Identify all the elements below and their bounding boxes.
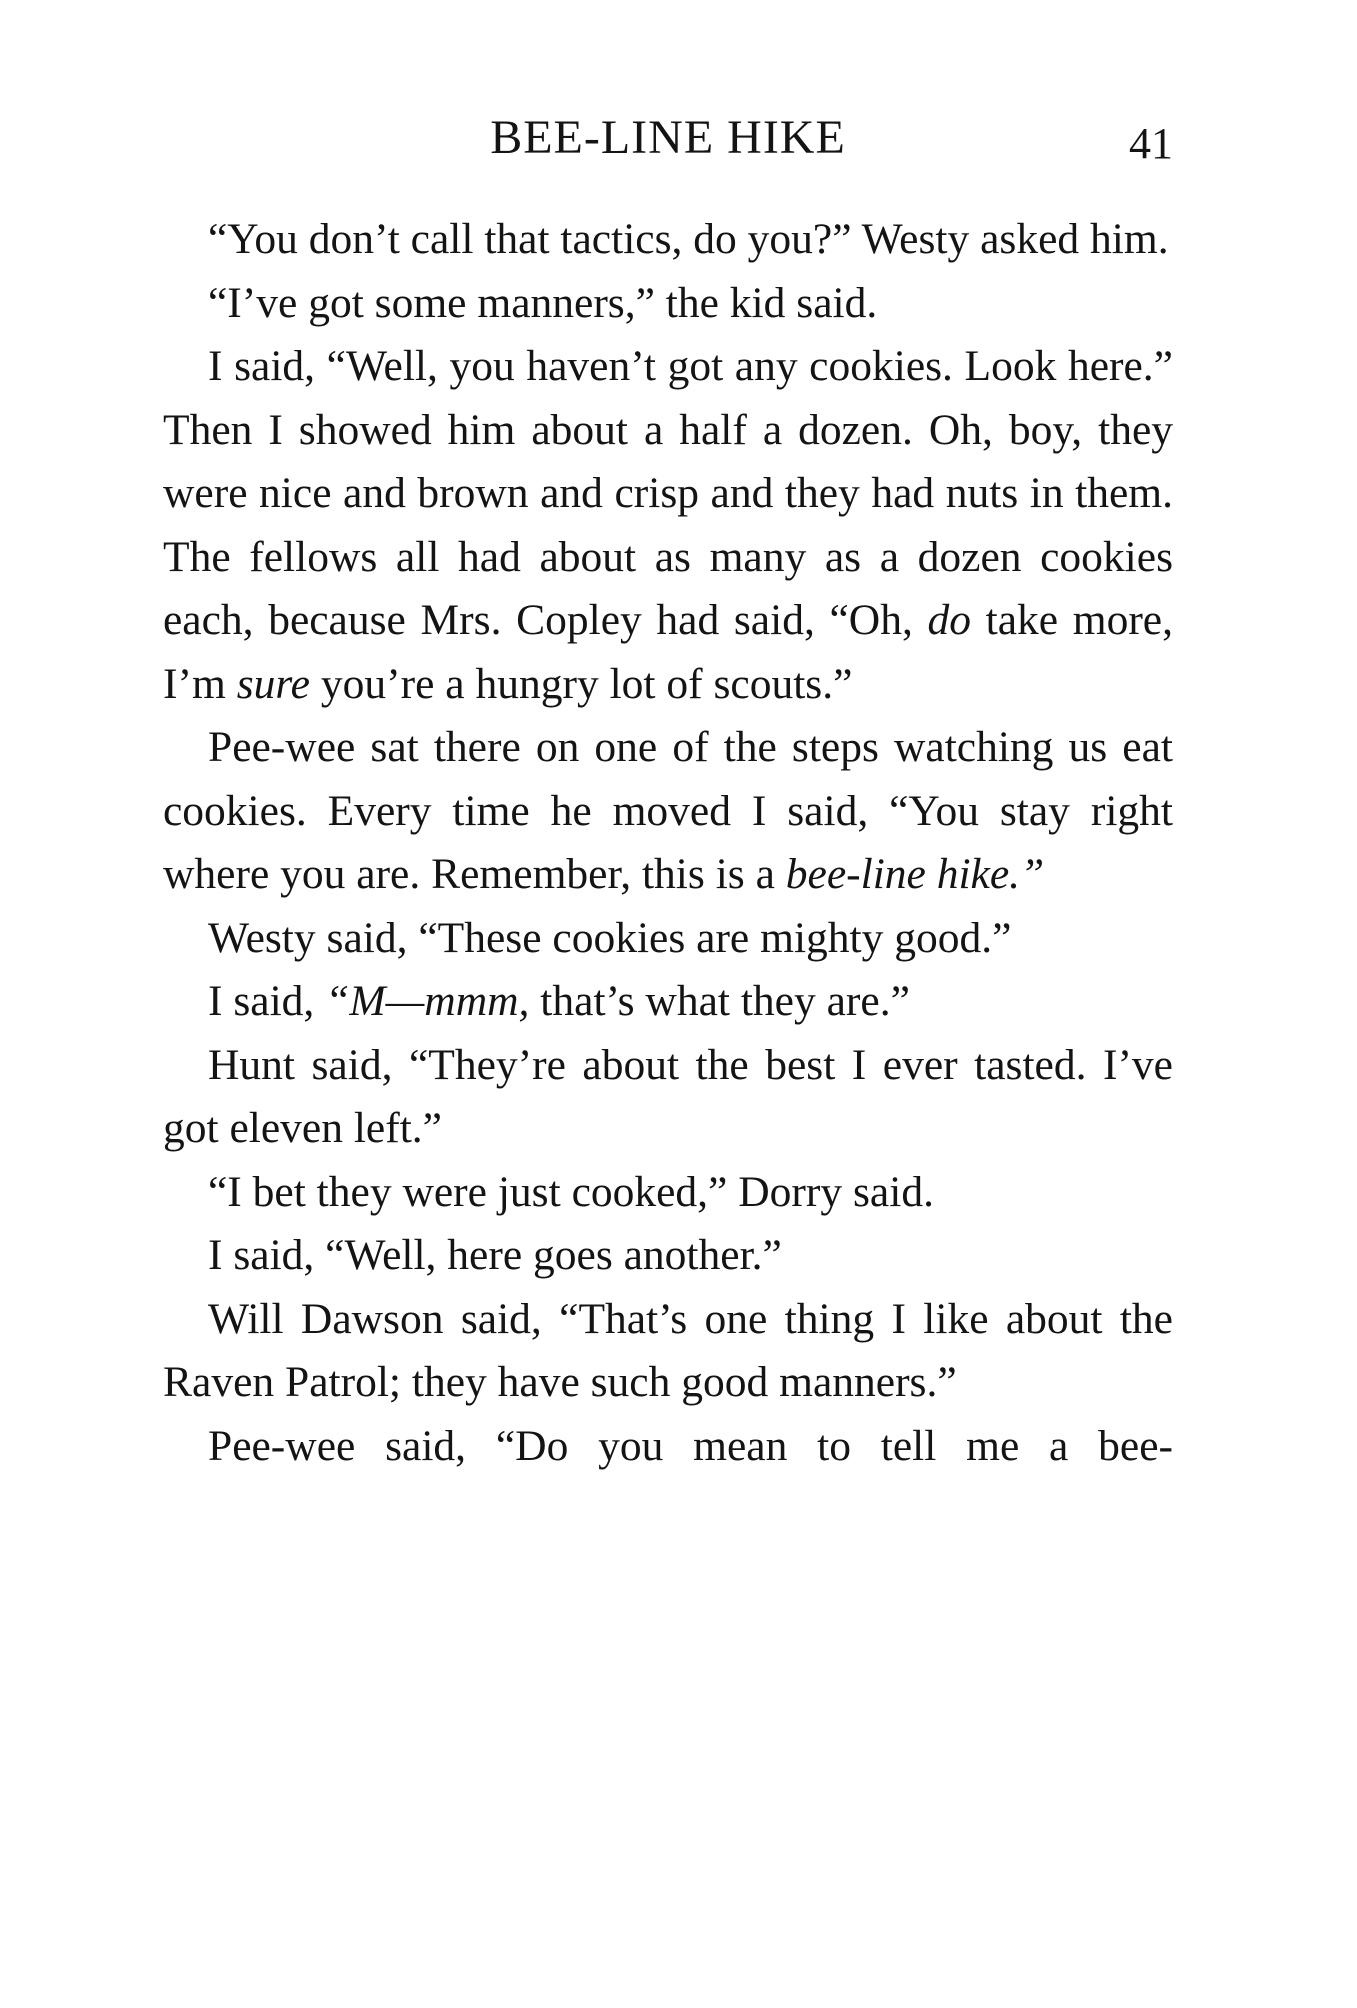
- paragraph: [163, 716, 1173, 907]
- paragraph-text: that’s what they are.”: [529, 977, 910, 1025]
- paragraph-text: Pee-wee sat there on one of the steps watching us eat cookies. Every time he moved I said, “You stay right where you are. Remember, this is a: [163, 723, 1173, 898]
- body-text: [163, 208, 1173, 1478]
- paragraph-text: I said, “Well, you haven’t got any cookies. Look here.” Then I showed him about a half a dozen. Oh, boy, they were nice and brown and crisp and they had nuts in them. The fellows all had about as many as a dozen cookies each, because Mrs. Copley had said, “Oh,: [163, 342, 1173, 644]
- running-head: BEE-LINE HIKE: [490, 111, 846, 164]
- paragraph-text: you’re a hungry lot of scouts.”: [310, 659, 853, 708]
- italic-text: sure: [236, 659, 310, 708]
- page-number: 41: [1129, 119, 1173, 168]
- paragraph: “I’ve got some manners,” the kid said.: [208, 278, 878, 327]
- paragraph: [163, 970, 1173, 1034]
- paragraph: Pee-wee said, “Do you mean to tell me a bee-: [208, 1421, 1173, 1470]
- page-header: [163, 108, 1173, 168]
- paragraph-text: I said,: [208, 977, 326, 1025]
- paragraph: Westy said, “These cookies are mighty good.”: [208, 913, 1012, 962]
- paragraph: [163, 335, 1173, 716]
- italic-text: do: [927, 596, 971, 644]
- paragraph-text: take more, I’m: [163, 596, 1173, 708]
- paragraph: “You don’t call that tactics, do you?” Westy asked him.: [208, 215, 1169, 263]
- italic-text: bee-line hike.”: [785, 850, 1045, 898]
- paragraph: I said, “Well, here goes another.”: [208, 1231, 782, 1279]
- paragraph: Hunt said, “They’re about the best I ever tasted. I’ve got eleven left.”: [163, 1040, 1173, 1152]
- paragraph: “I bet they were just cooked,” Dorry said.: [208, 1167, 934, 1216]
- italic-text: “M—mmm,: [325, 977, 530, 1025]
- paragraph: Will Dawson said, “That’s one thing I like about the Raven Patrol; they have such good manners.”: [163, 1294, 1173, 1406]
